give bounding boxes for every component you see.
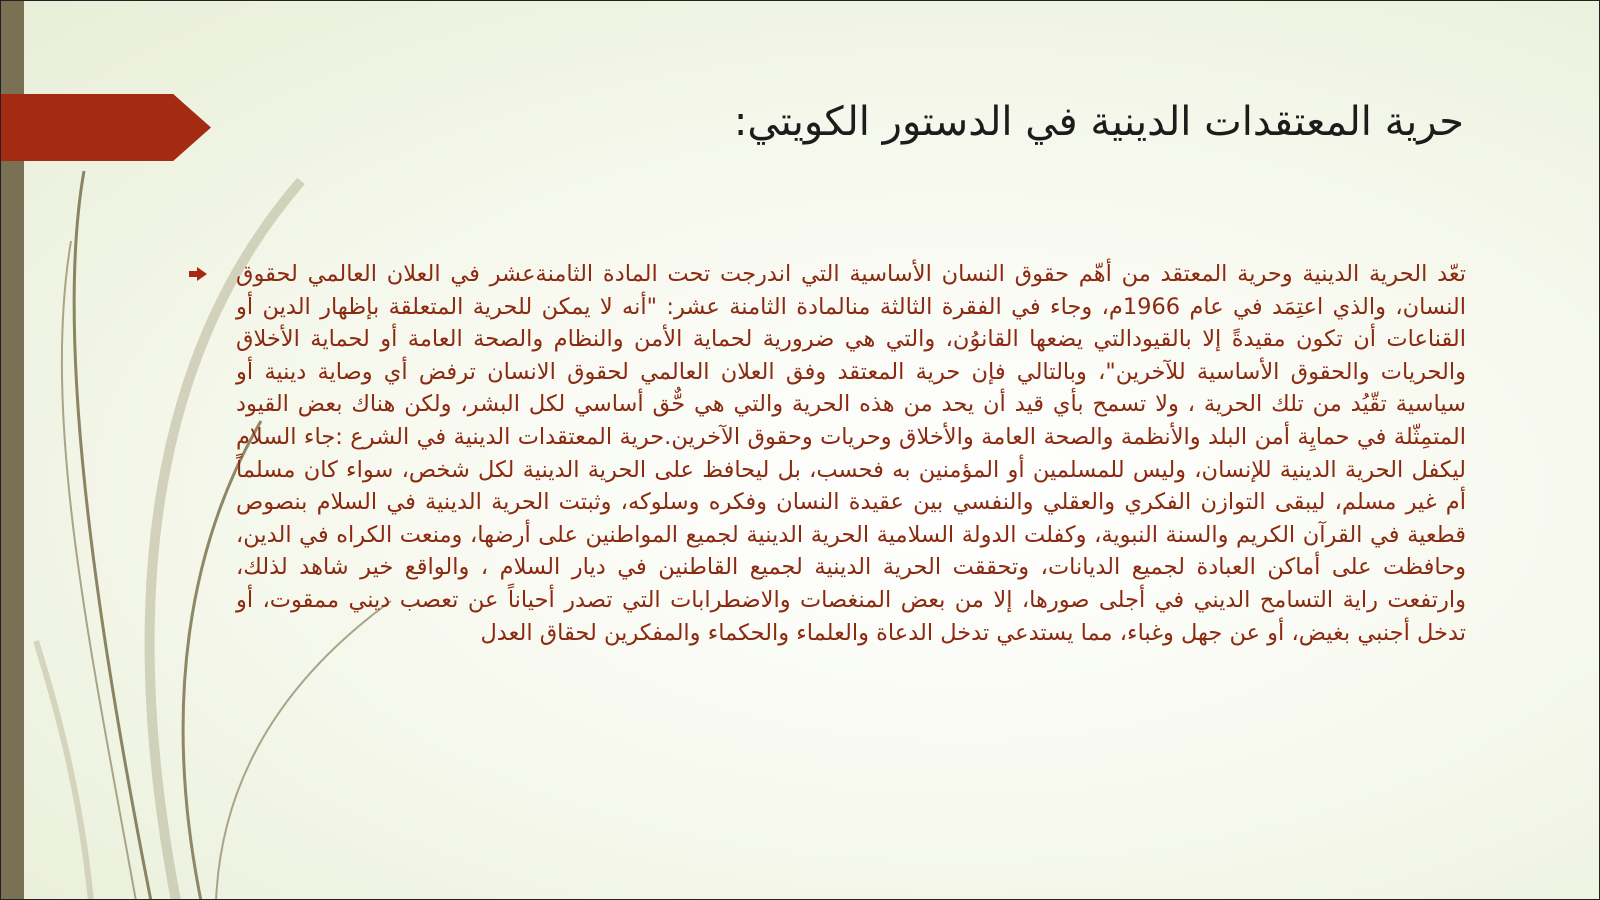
bullet-arrow-icon [197,267,207,281]
title-accent-arrow [1,94,211,161]
slide-title: حرية المعتقدات الدينية في الدستور الكويتي: [733,99,1464,145]
slide-body-text: تعّد الحرية الدينية وحرية المعتقد من أهّم حقوق النسان الأساسية التي اندرجت تحت المادة الثامنةعشر في العلان العالمي لحقوق النسان، والذي اعتِمَد في عام 1966م، وجاء في الفقرة الثالثة منالمادة الثامنة عشر: "أنه لا يمكن للحرية المتعلقة بإظهار الدين أو القناعات أن تكون مقيدةً إلا بالقيودالتي يضعها القانوُن، والتي هي ضرورية لحماية الأمن والنظام والصحة العامة أو لحماية الأخلاق والحريات والحقوق الأساسية للآخرين"، وبالتالي فإن حرية المعتقد وفق العلان العالمي لحقوق الانسان ترفض أي وصاية دينية أو سياسية تقّيُد من تلك الحرية ، ولا تسمح بأي قيد أن يحد من هذه الحرية والتي هي حٌّق أساسي لكل البشر، ولكن هناك بعض القيود المتمِثّلة في حمايِة أمن البلد والأنظمة والصحة العامة والأخلاق وحريات وحقوق الآخرين.حرية المعتقدات الدينية في الشرع :جاء السلام ليكفل الحرية الدينية للإنسان، وليس للمسلمين أو المؤمنين به فحسب، بل ليحافظ على الحرية الدينية لكل شخص، سواء كان مسلماً أم غير مسلم، ليبقى التوازن الفكري والعقلي والنفسي بين عقيدة النسان وفكره وسلوكه، وثبتت الحرية الدينية في السلام بنصوص قطعية في القرآن الكريم والسنة النبوية، وكفلت الدولة السلامية الحرية الدينية لجميع المواطنين على أرضها، ومنعت الكراه في الدين، وحافظت على أماكن العبادة لجميع الديانات، وتحققت الحرية الدينية لجميع القاطنين في ديار السلام ، والواقع خير شاهد لذلك، وارتفعت راية التسامح الديني في أجلى صورها، إلا من بعض المنغصات والاضطرابات التي تصدر أحياناً عن تعصب ديني ممقوت، أو تدخل أجنبي بغيض، أو عن جهل وغباء، مما يستدعي تدخل الدعاة والعلماء والحكماء والمفكرين لحقاق العدل [236,261,1466,646]
